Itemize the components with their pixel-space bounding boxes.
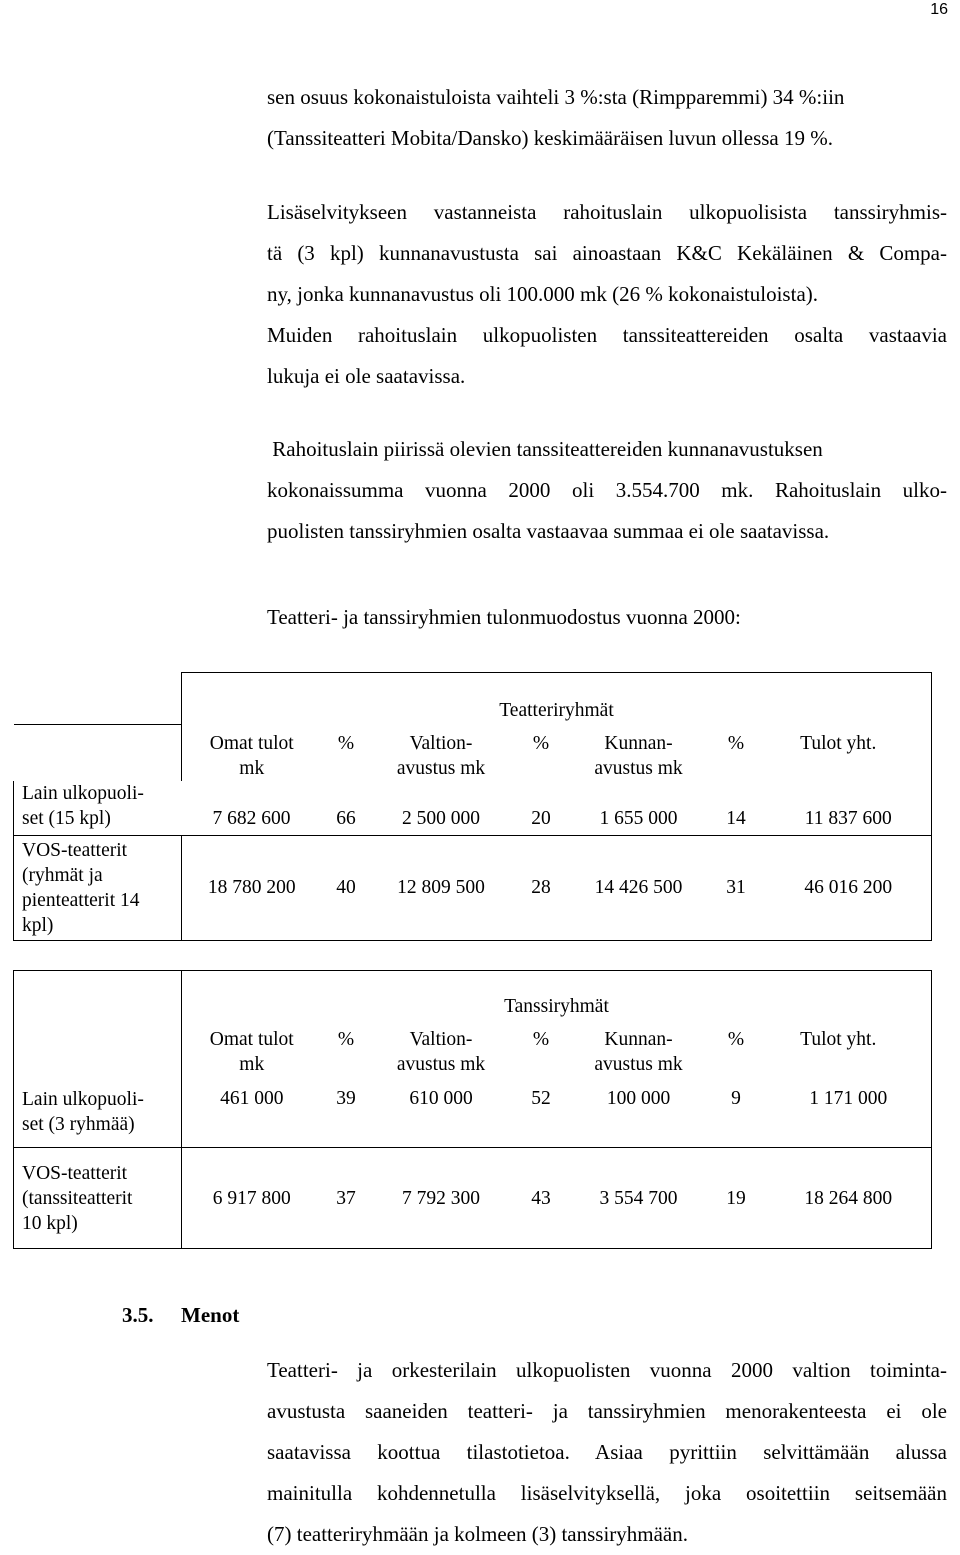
cell-total: 18 264 800	[766, 1148, 932, 1249]
text-line: Muiden rahoituslain ulkopuolisten tanssiteattereiden osalta vastaavia	[267, 323, 947, 347]
text-line: (Tanssiteatteri Mobita/Dansko) keskimääräisen luvun ollessa 19 %.	[267, 126, 833, 150]
dance-groups-table	[13, 970, 932, 1249]
cell-percent: 43	[512, 1148, 571, 1249]
page-number: 16	[930, 1, 948, 18]
col-header-percent: %	[532, 1028, 550, 1050]
cell-own-income: 7 682 600	[212, 807, 291, 829]
row-label: VOS-teatterit (tanssiteatterit 10 kpl)	[14, 1148, 182, 1249]
cell-percent: 39	[336, 1087, 356, 1109]
table-row	[14, 1148, 932, 1249]
col-header-percent: %	[727, 732, 745, 754]
cell-percent: 20	[531, 807, 551, 829]
paragraph-share-range	[267, 77, 947, 159]
col-header-municipal-grant: Kunnan- avustus mk	[594, 732, 683, 779]
cell-municipal-grant: 1 655 000	[599, 807, 678, 829]
cell-percent: 66	[336, 807, 356, 829]
text-line: puolisten tanssiryhmien osalta vastaavaa summaa ei ole saatavissa.	[267, 519, 830, 543]
cell-percent: 9	[731, 1087, 741, 1109]
table-row	[14, 835, 932, 940]
col-header-state-grant: Valtion- avustus mk	[396, 732, 486, 779]
theatre-groups-table	[13, 672, 932, 941]
section-heading	[122, 1303, 239, 1328]
row-label: VOS-teatterit (ryhmät ja pienteatterit 14 kpl)	[14, 835, 182, 940]
col-header-percent: %	[727, 1028, 745, 1050]
col-header-percent: %	[337, 732, 355, 754]
text-line: Lisäselvitykseen vastanneista rahoituslain ulkopuolisista tanssiryhmis-	[267, 200, 947, 224]
table-intro	[267, 597, 947, 638]
row-label: Lain ulkopuoli- set (15 kpl)	[14, 781, 182, 836]
cell-municipal-grant: 3 554 700	[571, 1148, 707, 1249]
table-row	[14, 781, 932, 836]
col-header-own-income: Omat tulot mk	[182, 1021, 322, 1078]
cell-percent: 37	[322, 1148, 371, 1249]
cell-percent: 52	[531, 1087, 551, 1109]
col-header-total: Tulot yht.	[766, 1021, 932, 1078]
cell-own-income: 18 780 200	[182, 835, 322, 940]
text-line: avustusta saaneiden teatteri- ja tanssiryhmien menorakenteesta ei ole	[267, 1399, 947, 1423]
text-line: lukuja ei ole saatavissa.	[267, 364, 466, 388]
text-line: tä (3 kpl) kunnanavustusta sai ainoastaan K&C Kekäläinen & Compa-	[267, 241, 947, 265]
table-title: Teatteriryhmät	[182, 673, 932, 725]
cell-state-grant: 12 809 500	[371, 835, 512, 940]
text-line: ny, jonka kunnanavustus oli 100.000 mk (26 % kokonaistuloista).	[267, 282, 819, 306]
text-line: sen osuus kokonaistuloista vaihteli 3 %:sta (Rimpparemmi) 34 %:iin	[267, 85, 845, 109]
cell-total: 11 837 600	[766, 781, 932, 836]
cell-state-grant: 2 500 000	[402, 807, 480, 829]
cell-state-grant: 7 792 300	[371, 1148, 512, 1249]
col-header-percent: %	[532, 732, 550, 754]
cell-percent: 19	[707, 1148, 766, 1249]
cell-percent: 28	[512, 835, 571, 940]
cell-own-income: 461 000	[182, 1078, 322, 1148]
table-title: Tanssiryhmät	[182, 971, 932, 1021]
text-line: Teatteri- ja tanssiryhmien tulonmuodostus vuonna 2000:	[267, 605, 741, 629]
col-header-own-income: Omat tulot mk	[182, 725, 322, 781]
cell-total: 1 171 000	[766, 1078, 932, 1148]
paragraph-municipal-total	[267, 429, 947, 552]
table-row	[14, 1078, 932, 1148]
text-line: Rahoituslain piirissä olevien tanssiteattereiden kunnanavustuksen	[267, 437, 823, 461]
text-line: (7) teatteriryhmään ja kolmeen (3) tanssiryhmään.	[267, 1522, 689, 1546]
section-title: Menot	[181, 1303, 240, 1327]
text-line: kokonaissumma vuonna 2000 oli 3.554.700 mk. Rahoituslain ulko-	[267, 478, 947, 502]
cell-percent: 14	[726, 807, 746, 829]
col-header-municipal-grant: Kunnan- avustus mk	[594, 1028, 683, 1075]
cell-municipal-grant: 100 000	[606, 1087, 671, 1109]
cell-total: 46 016 200	[766, 835, 932, 940]
text-line: mainitulla kohdennetulla lisäselvityksellä, joka osoitettiin seitsemään	[267, 1481, 947, 1505]
paragraph-expenses	[267, 1350, 947, 1555]
paragraph-additional-survey	[267, 192, 947, 397]
text-line: Teatteri- ja orkesterilain ulkopuolisten vuonna 2000 valtion toiminta-	[267, 1358, 947, 1382]
cell-percent: 40	[322, 835, 371, 940]
row-label: Lain ulkopuoli- set (3 ryhmää)	[14, 1078, 182, 1148]
col-header-total: Tulot yht.	[766, 725, 932, 781]
col-header-state-grant: Valtion- avustus mk	[396, 1028, 486, 1075]
text-line: saatavissa koottua tilastotietoa. Asiaa pyrittiin selvittämään alussa	[267, 1440, 947, 1464]
section-number: 3.5.	[122, 1303, 154, 1327]
cell-percent: 31	[707, 835, 766, 940]
col-header-percent: %	[337, 1028, 355, 1050]
cell-state-grant: 610 000	[409, 1087, 473, 1109]
cell-municipal-grant: 14 426 500	[571, 835, 707, 940]
cell-own-income: 6 917 800	[182, 1148, 322, 1249]
